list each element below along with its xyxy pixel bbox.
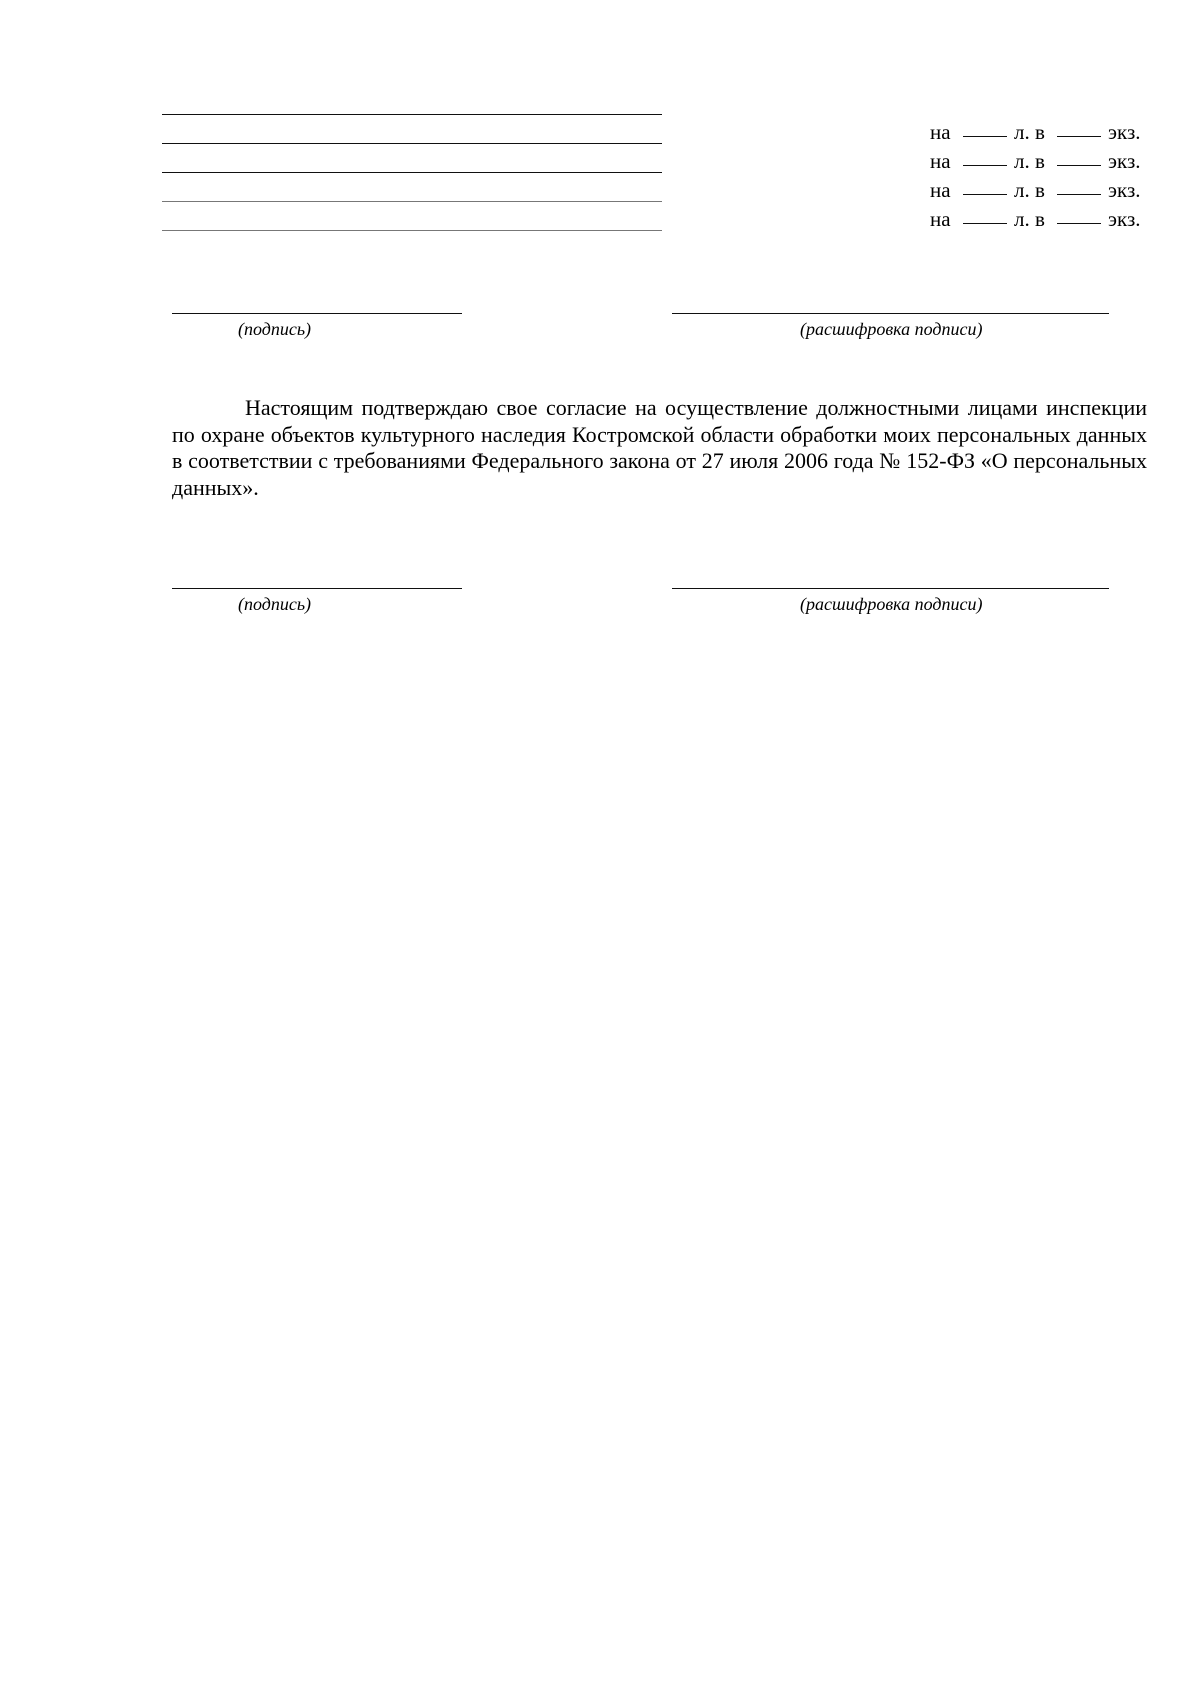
copies-l-v-label: л. в [1014, 178, 1045, 202]
copies-l-v-label: л. в [1014, 149, 1045, 173]
signature-line [172, 313, 462, 314]
sheets-blank [963, 194, 1007, 195]
decryption-line [672, 588, 1109, 589]
copies-blank [1057, 223, 1101, 224]
decryption-caption: (расшифровка подписи) [800, 319, 983, 339]
blank-line-2 [162, 143, 662, 144]
copies-row [930, 205, 1150, 233]
signature-caption: (подпись) [238, 594, 312, 614]
signature-line [172, 588, 462, 589]
blank-line-3 [162, 172, 662, 173]
copies-row [930, 176, 1150, 204]
copies-na-label: на [930, 149, 951, 173]
copies-l-v-label: л. в [1014, 207, 1045, 231]
copies-na-label: на [930, 207, 951, 231]
blank-line-4 [162, 201, 662, 202]
copies-row [930, 147, 1150, 175]
copies-blank [1057, 194, 1101, 195]
consent-paragraph: Настоящим подтверждаю свое согласие на осуществление должностными лицами инспекции по охране объектов культурного наследия Костромской области обработки моих персональных данных в соответствии с требованиями Федерального закона от 27 июля 2006 года № 152-ФЗ «О персональных данных». [172, 395, 1147, 500]
blank-line-5 [162, 230, 662, 231]
sheets-blank [963, 223, 1007, 224]
copies-l-v-label: л. в [1014, 120, 1045, 144]
decryption-caption: (расшифровка подписи) [800, 594, 983, 614]
signature-caption: (подпись) [238, 319, 312, 339]
sheets-blank [963, 136, 1007, 137]
copies-ekz-label: экз. [1108, 207, 1141, 231]
copies-blank [1057, 136, 1101, 137]
decryption-line [672, 313, 1109, 314]
copies-ekz-label: экз. [1108, 149, 1141, 173]
blank-line-1 [162, 114, 662, 115]
copies-na-label: на [930, 178, 951, 202]
sheets-blank [963, 165, 1007, 166]
copies-ekz-label: экз. [1108, 178, 1141, 202]
copies-ekz-label: экз. [1108, 120, 1141, 144]
copies-blank [1057, 165, 1101, 166]
copies-na-label: на [930, 120, 951, 144]
copies-row [930, 118, 1150, 146]
